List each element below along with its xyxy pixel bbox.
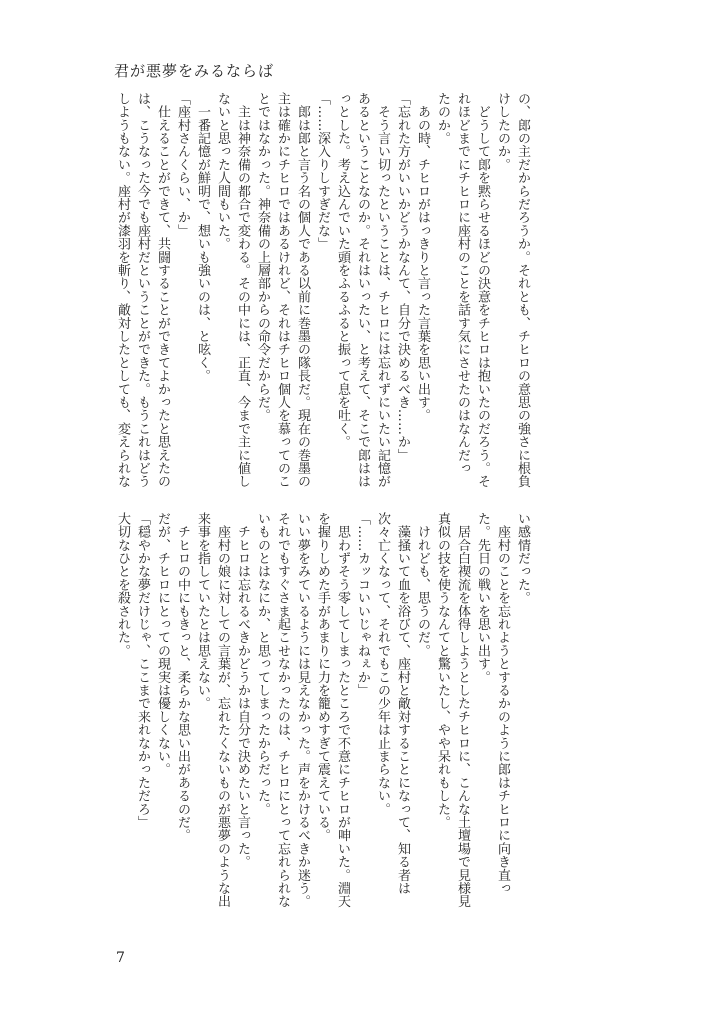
text-column: けしたのか。 [495,92,510,172]
text-block-bottom [112,512,532,944]
text-column: 「穏やかな夢だけじゃ、ここまで来れなかっただろ」 [135,512,150,829]
text-column: 「忘れた方がいいかどうかなんて、自分で決めるべき……か」 [395,92,410,462]
text-column: は、こうなった今でも座村だということができた。もうこれはどう [135,92,150,488]
text-column: 座村の娘に対しての言葉が、忘れたくないものが悪夢のような出 [215,512,230,908]
text-column: あの時、チヒロがはっきりと言った言葉を思い出す。 [415,92,430,422]
text-column: いい夢をみているようには見えなかった。声をかけるべきか迷う。 [295,512,310,908]
text-column: れほどまでにチヒロに座村のことを話す気にさせたのはなんだっ [455,92,470,475]
text-column: の、郎の主だからだろうか。それとも、チヒロの意思の強さに根負 [515,92,530,488]
text-column: そう言い切ったということは、チヒロには忘れずにいたい記憶が [375,92,390,488]
text-column: 「……深入りしすぎだな」 [315,92,330,251]
text-block-top [112,92,532,502]
text-column: 「……カッコいいじゃねぇか」 [355,512,370,697]
text-column: 藻掻いて血を浴びて、座村と敵対することになって、知る者は [395,512,410,895]
text-column: を握りしめた手があまりに力を籠めすぎて震えている。 [315,512,330,842]
text-column: いものとはなにか、と思ってしまったからだった。 [255,512,270,816]
text-column: 主は神奈備の都合で変わる。その中には、正直、今まで主に値し [235,92,250,488]
text-column: 思わずそう零してしまったところで不意にチヒロが呻いた。淵天 [335,512,350,908]
text-column: どうして郎を黙らせるほどの決意をチヒロは抱いたのだろう。そ [475,92,490,488]
text-column: 大切なひとを殺された。 [115,512,130,658]
text-column: チヒロは忘れるべきかどうかは自分で決めたいと言った。 [235,512,250,869]
text-column: 仕えることができて、共闘することができてよかったと思えたの [155,92,170,488]
text-column: しようもない。座村が漆羽を斬り、敵対したとしても、変えられな [115,92,130,488]
text-column: けれども、思うのだ。 [415,512,430,658]
text-column: た。先日の戦いを思い出す。 [475,512,490,684]
running-title: 君が悪夢をみるならば [114,62,275,80]
text-column: 座村のことを忘れようとするかのように郎はチヒロに向き直っ [495,512,510,895]
text-column: 居合白禊流を体得しようとしたチヒロに、こんな土壇場で見様見 [455,512,470,908]
text-column: っとした。考え込んでいた頭をふるふると振って息を吐く。 [335,92,350,449]
text-column: ないと思った人間もいた。 [215,92,230,251]
text-column: い感情だった。 [515,512,530,605]
text-column: 主は確かにチヒロではあるけれど、それはチヒロ個人を慕ってのこ [275,92,290,488]
text-column: 真似の技を使うなんてと驚いたし、やや呆れもした。 [435,512,450,829]
text-column: 来事を指していたとは思えない。 [195,512,210,710]
text-column: あるということなのか。それはいったい、と考えて、そこで郎はは [355,92,370,488]
text-column: たのか。 [435,92,450,145]
text-column: とではなかった。神奈備の上層部からの命令だからだ。 [255,92,270,422]
text-column: それでもすぐさま起こせなかったのは、チヒロにとって忘れられな [275,512,290,908]
text-column: 郎は郎と言う名の個人である以前に巻墨の隊長だ。現在の巻墨の [295,92,310,488]
page-number: 7 [116,950,125,966]
text-column: チヒロの中にもきっと、柔らかな思い出があるのだ。 [175,512,190,842]
text-column: 次々亡くなって、それでもこの少年は止まらない。 [375,512,390,816]
text-column: 「座村さんくらい、か」 [175,92,190,238]
text-column: だが、チヒロにとっての現実は優しくない。 [155,512,170,776]
text-column: 一番記憶が鮮明で、想いも強いのは、と呟く。 [195,92,210,383]
